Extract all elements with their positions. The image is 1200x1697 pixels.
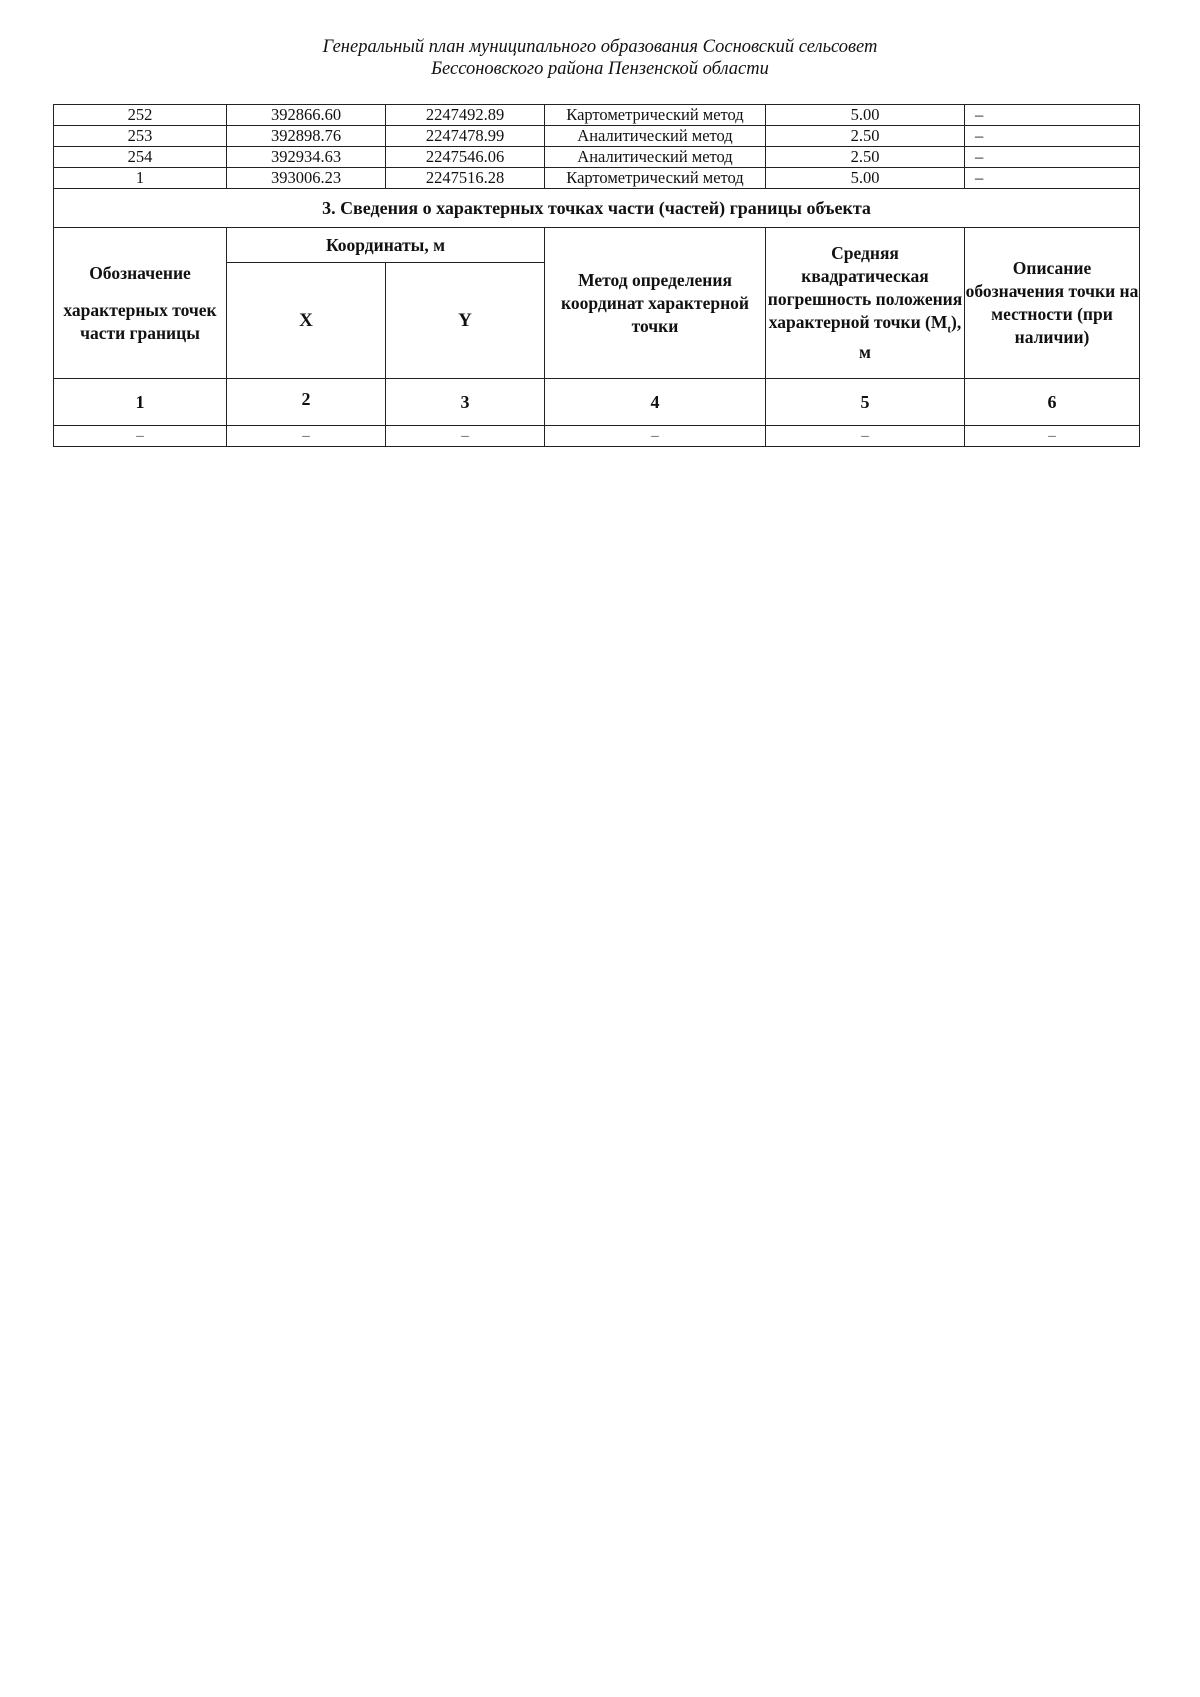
table-row	[54, 126, 1140, 147]
error: 5.00	[766, 105, 965, 126]
coord-x: 393006.23	[227, 168, 386, 189]
column-number: 5	[766, 379, 965, 426]
header-line-1: Генеральный план муниципального образования Сосновский сельсовет	[322, 37, 878, 57]
section-title-row	[54, 189, 1140, 228]
coord-y: 2247478.99	[386, 126, 545, 147]
section-title: 3. Сведения о характерных точках части (частей) границы объекта	[54, 189, 1140, 228]
empty-cell: –	[54, 426, 227, 447]
error: 2.50	[766, 147, 965, 168]
col-header-coordinates: Координаты, м	[227, 228, 545, 263]
empty-cell: –	[227, 426, 386, 447]
method: Аналитический метод	[545, 147, 766, 168]
description: –	[965, 105, 1140, 126]
col-header-error	[766, 228, 965, 379]
point-number: 1	[54, 168, 227, 189]
column-numbers-row	[54, 379, 1140, 426]
error: 5.00	[766, 168, 965, 189]
error: 2.50	[766, 126, 965, 147]
header-line-2: Бессоновского района Пензенской области	[431, 59, 769, 79]
description: –	[965, 168, 1140, 189]
description: –	[965, 126, 1140, 147]
coord-y: 2247546.06	[386, 147, 545, 168]
point-number: 252	[54, 105, 227, 126]
table-row	[54, 426, 1140, 447]
col-header-error-sub: t	[947, 323, 952, 336]
col-header-x: X	[227, 263, 386, 379]
empty-cell: –	[766, 426, 965, 447]
col-header-error-tail: ), м	[859, 311, 962, 363]
col-header-designation-line1: Обозначение	[89, 262, 191, 283]
empty-cell: –	[386, 426, 545, 447]
coord-y: 2247516.28	[386, 168, 545, 189]
column-number: 4	[545, 379, 766, 426]
col-header-description: Описание обозначения точки на местности (при наличии)	[965, 228, 1140, 379]
table-row	[54, 168, 1140, 189]
boundary-points-table	[53, 104, 1140, 447]
col-header-error-main: Средняя квадратическая погрешность положения характерной точки (M	[767, 242, 963, 332]
col-header-method: Метод определения координат характерной точки	[545, 228, 766, 379]
coord-y: 2247492.89	[386, 105, 545, 126]
method: Картометрический метод	[545, 105, 766, 126]
column-number: 2	[227, 379, 386, 426]
column-number: 3	[386, 379, 545, 426]
col-header-y: Y	[386, 263, 545, 379]
point-number: 254	[54, 147, 227, 168]
col-header-designation	[54, 228, 227, 379]
column-number: 1	[54, 379, 227, 426]
table-row	[54, 105, 1140, 126]
point-number: 253	[54, 126, 227, 147]
coord-x: 392866.60	[227, 105, 386, 126]
coord-x: 392898.76	[227, 126, 386, 147]
table-row	[54, 147, 1140, 168]
table-header-row	[54, 228, 1140, 263]
document-header	[0, 36, 1200, 80]
col-header-designation-rest: характерных точек части границы	[63, 299, 217, 343]
empty-cell: –	[545, 426, 766, 447]
coord-x: 392934.63	[227, 147, 386, 168]
description: –	[965, 147, 1140, 168]
method: Картометрический метод	[545, 168, 766, 189]
method: Аналитический метод	[545, 126, 766, 147]
column-number: 6	[965, 379, 1140, 426]
empty-cell: –	[965, 426, 1140, 447]
